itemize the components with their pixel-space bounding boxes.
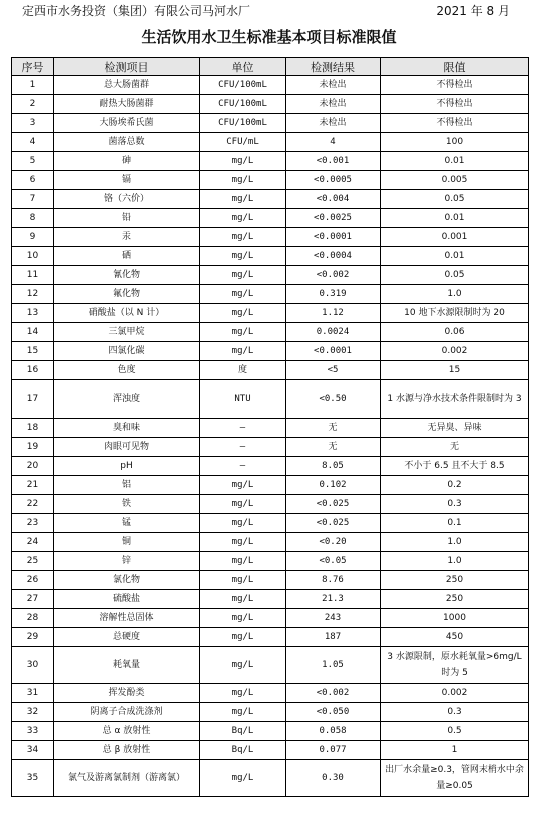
- item-name-cell: 锰: [54, 514, 200, 533]
- row-number-cell: 11: [12, 266, 54, 285]
- result-cell: <0.05: [286, 552, 381, 571]
- unit-cell: mg/L: [200, 152, 286, 171]
- limit-cell: 0.002: [381, 684, 529, 703]
- row-number-cell: 4: [12, 133, 54, 152]
- item-name-cell: 氰化物: [54, 266, 200, 285]
- row-number-cell: 12: [12, 285, 54, 304]
- table-row: [12, 342, 529, 361]
- result-cell: 0.058: [286, 722, 381, 741]
- table-row: [12, 552, 529, 571]
- unit-cell: mg/L: [200, 647, 286, 684]
- row-number-cell: 8: [12, 209, 54, 228]
- row-number-cell: 6: [12, 171, 54, 190]
- result-cell: 0.30: [286, 760, 381, 797]
- result-cell: <0.050: [286, 703, 381, 722]
- result-cell: <0.0004: [286, 247, 381, 266]
- item-name-cell: 耗氧量: [54, 647, 200, 684]
- limit-cell: 450: [381, 628, 529, 647]
- page-title: 生活饮用水卫生标准基本项目标准限值: [141, 28, 397, 46]
- row-number-cell: 2: [12, 95, 54, 114]
- table-row: [12, 209, 529, 228]
- limit-cell: 0.05: [381, 266, 529, 285]
- row-number-cell: 10: [12, 247, 54, 266]
- row-number-cell: 34: [12, 741, 54, 760]
- limit-cell: 250: [381, 571, 529, 590]
- result-cell: <0.002: [286, 684, 381, 703]
- result-cell: 无: [286, 419, 381, 438]
- unit-cell: mg/L: [200, 266, 286, 285]
- unit-cell: mg/L: [200, 609, 286, 628]
- limit-cell: 0.01: [381, 247, 529, 266]
- table-row: [12, 741, 529, 760]
- limit-cell: 0.05: [381, 190, 529, 209]
- row-number-cell: 7: [12, 190, 54, 209]
- unit-cell: Bq/L: [200, 722, 286, 741]
- limit-cell: 100: [381, 133, 529, 152]
- unit-cell: mg/L: [200, 684, 286, 703]
- table-row: [12, 533, 529, 552]
- table-row: [12, 609, 529, 628]
- limit-cell: 0.3: [381, 703, 529, 722]
- row-number-cell: 17: [12, 380, 54, 419]
- row-number-cell: 26: [12, 571, 54, 590]
- item-name-cell: 铜: [54, 533, 200, 552]
- row-number-cell: 31: [12, 684, 54, 703]
- unit-cell: mg/L: [200, 342, 286, 361]
- table-row: [12, 457, 529, 476]
- item-name-cell: 镉: [54, 171, 200, 190]
- unit-cell: mg/L: [200, 760, 286, 797]
- limit-cell: 1000: [381, 609, 529, 628]
- result-cell: 8.05: [286, 457, 381, 476]
- row-number-cell: 16: [12, 361, 54, 380]
- result-cell: <0.0001: [286, 228, 381, 247]
- item-name-cell: 氯气及游离氯制剂（游离氯）: [54, 760, 200, 797]
- row-number-cell: 19: [12, 438, 54, 457]
- limit-cell: 不小于 6.5 且不大于 8.5: [381, 457, 529, 476]
- table-row: [12, 285, 529, 304]
- table-row: [12, 114, 529, 133]
- result-cell: 243: [286, 609, 381, 628]
- column-header-no: 序号: [12, 58, 54, 76]
- unit-cell: —: [200, 419, 286, 438]
- unit-cell: mg/L: [200, 190, 286, 209]
- table-row: [12, 133, 529, 152]
- limit-cell: 0.1: [381, 514, 529, 533]
- item-name-cell: 耐热大肠菌群: [54, 95, 200, 114]
- result-cell: 无: [286, 438, 381, 457]
- result-cell: 0.0024: [286, 323, 381, 342]
- unit-cell: mg/L: [200, 228, 286, 247]
- row-number-cell: 28: [12, 609, 54, 628]
- unit-cell: —: [200, 457, 286, 476]
- row-number-cell: 33: [12, 722, 54, 741]
- result-cell: <5: [286, 361, 381, 380]
- item-name-cell: 色度: [54, 361, 200, 380]
- result-cell: 未检出: [286, 95, 381, 114]
- table-row: [12, 438, 529, 457]
- table-row: [12, 495, 529, 514]
- unit-cell: CFU/100mL: [200, 95, 286, 114]
- result-cell: <0.002: [286, 266, 381, 285]
- row-number-cell: 13: [12, 304, 54, 323]
- limit-cell: 出厂水余量≥0.3，管网末梢水中余量≥0.05: [381, 760, 529, 797]
- result-cell: 1.05: [286, 647, 381, 684]
- unit-cell: mg/L: [200, 247, 286, 266]
- item-name-cell: 肉眼可见物: [54, 438, 200, 457]
- result-cell: 0.319: [286, 285, 381, 304]
- item-name-cell: 氯化物: [54, 571, 200, 590]
- unit-cell: mg/L: [200, 209, 286, 228]
- result-cell: <0.001: [286, 152, 381, 171]
- unit-cell: mg/L: [200, 304, 286, 323]
- item-name-cell: 四氯化碳: [54, 342, 200, 361]
- organization-name: 定西市水务投资（集团）有限公司马河水厂: [22, 4, 251, 18]
- result-cell: 0.077: [286, 741, 381, 760]
- row-number-cell: 24: [12, 533, 54, 552]
- item-name-cell: 臭和味: [54, 419, 200, 438]
- item-name-cell: 硒: [54, 247, 200, 266]
- table-row: [12, 228, 529, 247]
- limit-cell: 0.01: [381, 152, 529, 171]
- item-name-cell: 总硬度: [54, 628, 200, 647]
- row-number-cell: 15: [12, 342, 54, 361]
- row-number-cell: 20: [12, 457, 54, 476]
- unit-cell: —: [200, 438, 286, 457]
- item-name-cell: 总 α 放射性: [54, 722, 200, 741]
- item-name-cell: 总 β 放射性: [54, 741, 200, 760]
- row-number-cell: 22: [12, 495, 54, 514]
- row-number-cell: 14: [12, 323, 54, 342]
- document-header: [0, 0, 538, 22]
- unit-cell: 度: [200, 361, 286, 380]
- item-name-cell: 锌: [54, 552, 200, 571]
- limit-cell: 无: [381, 438, 529, 457]
- item-name-cell: 三氯甲烷: [54, 323, 200, 342]
- item-name-cell: 挥发酚类: [54, 684, 200, 703]
- column-header-result: 检测结果: [286, 58, 381, 76]
- result-cell: 187: [286, 628, 381, 647]
- unit-cell: NTU: [200, 380, 286, 419]
- table-row: [12, 760, 529, 797]
- unit-cell: mg/L: [200, 495, 286, 514]
- limit-cell: 250: [381, 590, 529, 609]
- limit-cell: 0.3: [381, 495, 529, 514]
- unit-cell: CFU/mL: [200, 133, 286, 152]
- row-number-cell: 32: [12, 703, 54, 722]
- limit-cell: 0.005: [381, 171, 529, 190]
- unit-cell: mg/L: [200, 476, 286, 495]
- table-row: [12, 304, 529, 323]
- row-number-cell: 21: [12, 476, 54, 495]
- result-cell: <0.20: [286, 533, 381, 552]
- unit-cell: CFU/100mL: [200, 114, 286, 133]
- result-cell: 未检出: [286, 114, 381, 133]
- table-row: [12, 571, 529, 590]
- result-cell: 8.76: [286, 571, 381, 590]
- report-date: 2021 年 8 月: [436, 4, 510, 18]
- limit-cell: 0.06: [381, 323, 529, 342]
- unit-cell: Bq/L: [200, 741, 286, 760]
- limit-cell: 不得检出: [381, 95, 529, 114]
- unit-cell: mg/L: [200, 571, 286, 590]
- result-cell: <0.0025: [286, 209, 381, 228]
- unit-cell: mg/L: [200, 323, 286, 342]
- table-row: [12, 647, 529, 684]
- table-row: [12, 590, 529, 609]
- result-cell: <0.004: [286, 190, 381, 209]
- row-number-cell: 9: [12, 228, 54, 247]
- result-cell: <0.0001: [286, 342, 381, 361]
- item-name-cell: 硫酸盐: [54, 590, 200, 609]
- column-header-item: 检测项目: [54, 58, 200, 76]
- unit-cell: mg/L: [200, 514, 286, 533]
- limit-cell: 0.5: [381, 722, 529, 741]
- table-body: [12, 76, 529, 797]
- row-number-cell: 5: [12, 152, 54, 171]
- limit-cell: 10 地下水源限制时为 20: [381, 304, 529, 323]
- item-name-cell: 菌落总数: [54, 133, 200, 152]
- table-row: [12, 152, 529, 171]
- unit-cell: mg/L: [200, 285, 286, 304]
- unit-cell: mg/L: [200, 171, 286, 190]
- result-cell: <0.025: [286, 495, 381, 514]
- item-name-cell: 铁: [54, 495, 200, 514]
- limit-cell: 15: [381, 361, 529, 380]
- row-number-cell: 23: [12, 514, 54, 533]
- row-number-cell: 18: [12, 419, 54, 438]
- item-name-cell: 浑浊度: [54, 380, 200, 419]
- item-name-cell: 大肠埃希氏菌: [54, 114, 200, 133]
- result-cell: 0.102: [286, 476, 381, 495]
- item-name-cell: 阴离子合成洗涤剂: [54, 703, 200, 722]
- table-row: [12, 247, 529, 266]
- unit-cell: mg/L: [200, 703, 286, 722]
- limit-cell: 0.001: [381, 228, 529, 247]
- result-cell: <0.50: [286, 380, 381, 419]
- table-row: [12, 95, 529, 114]
- unit-cell: mg/L: [200, 628, 286, 647]
- table-row: [12, 323, 529, 342]
- unit-cell: mg/L: [200, 552, 286, 571]
- table-header-row: [12, 58, 529, 76]
- result-cell: <0.0005: [286, 171, 381, 190]
- item-name-cell: 砷: [54, 152, 200, 171]
- limit-cell: 1 水源与净水技术条件限制时为 3: [381, 380, 529, 419]
- table-row: [12, 190, 529, 209]
- limit-cell: 1.0: [381, 285, 529, 304]
- table-row: [12, 514, 529, 533]
- limit-cell: 不得检出: [381, 114, 529, 133]
- table-row: [12, 628, 529, 647]
- table-row: [12, 476, 529, 495]
- limit-cell: 0.002: [381, 342, 529, 361]
- item-name-cell: pH: [54, 457, 200, 476]
- row-number-cell: 35: [12, 760, 54, 797]
- row-number-cell: 3: [12, 114, 54, 133]
- limit-cell: 不得检出: [381, 76, 529, 95]
- table-row: [12, 419, 529, 438]
- row-number-cell: 29: [12, 628, 54, 647]
- result-cell: <0.025: [286, 514, 381, 533]
- limit-cell: 1.0: [381, 533, 529, 552]
- table-row: [12, 703, 529, 722]
- limit-cell: 1: [381, 741, 529, 760]
- result-cell: 1.12: [286, 304, 381, 323]
- table-row: [12, 722, 529, 741]
- table-row: [12, 361, 529, 380]
- table-row: [12, 266, 529, 285]
- item-name-cell: 铅: [54, 209, 200, 228]
- unit-cell: mg/L: [200, 533, 286, 552]
- unit-cell: CFU/100mL: [200, 76, 286, 95]
- table-row: [12, 76, 529, 95]
- limit-cell: 1.0: [381, 552, 529, 571]
- item-name-cell: 汞: [54, 228, 200, 247]
- limit-cell: 0.01: [381, 209, 529, 228]
- row-number-cell: 30: [12, 647, 54, 684]
- item-name-cell: 硝酸盐（以 N 计）: [54, 304, 200, 323]
- unit-cell: mg/L: [200, 590, 286, 609]
- column-header-unit: 单位: [200, 58, 286, 76]
- row-number-cell: 25: [12, 552, 54, 571]
- row-number-cell: 27: [12, 590, 54, 609]
- table-row: [12, 380, 529, 419]
- result-cell: 未检出: [286, 76, 381, 95]
- result-cell: 21.3: [286, 590, 381, 609]
- item-name-cell: 氟化物: [54, 285, 200, 304]
- table-row: [12, 171, 529, 190]
- standards-table: [11, 57, 529, 797]
- row-number-cell: 1: [12, 76, 54, 95]
- item-name-cell: 铝: [54, 476, 200, 495]
- table-row: [12, 684, 529, 703]
- result-cell: 4: [286, 133, 381, 152]
- column-header-limit: 限值: [381, 58, 529, 76]
- item-name-cell: 总大肠菌群: [54, 76, 200, 95]
- limit-cell: 3 水源限制，原水耗氧量>6mg/L 时为 5: [381, 647, 529, 684]
- item-name-cell: 铬（六价）: [54, 190, 200, 209]
- limit-cell: 0.2: [381, 476, 529, 495]
- limit-cell: 无异臭、异味: [381, 419, 529, 438]
- item-name-cell: 溶解性总固体: [54, 609, 200, 628]
